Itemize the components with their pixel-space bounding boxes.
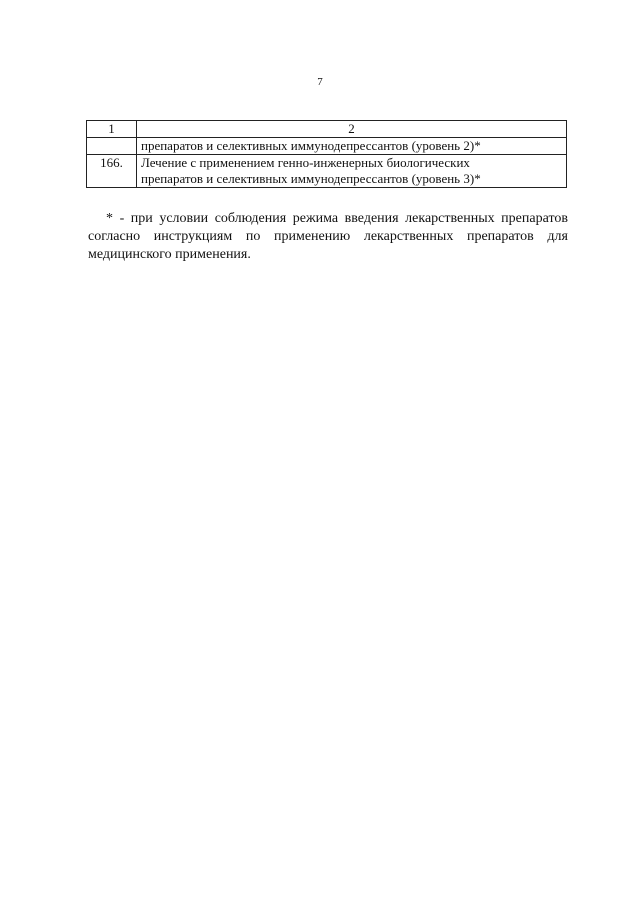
page-number: 7 [317,76,323,88]
row-text-line: препаратов и селективных иммунодепрессантов (уровень 3)* [141,171,481,186]
column-number-header: 1 [87,121,137,138]
table-row [87,155,567,188]
footnote [88,210,568,264]
row-number-cell: 166. [87,155,137,188]
table-row [87,138,567,155]
footnote-line: * - при условии соблюдения режима введения лекарственных препаратов [106,211,568,226]
procedures-table [86,120,567,188]
row-text-line: препаратов и селективных иммунодепрессантов (уровень 2)* [141,138,481,153]
row-number-cell [87,138,137,155]
footnote-line: согласно инструкциям по применению лекарственных препаратов для [88,229,568,244]
column-name-header: 2 [137,121,567,138]
footnote-line: медицинского применения. [88,247,251,262]
table-header-row [87,121,567,138]
row-text-line: Лечение с применением генно-инженерных биологических [141,155,470,170]
row-text-cell [137,138,567,155]
row-text-cell [137,155,567,188]
